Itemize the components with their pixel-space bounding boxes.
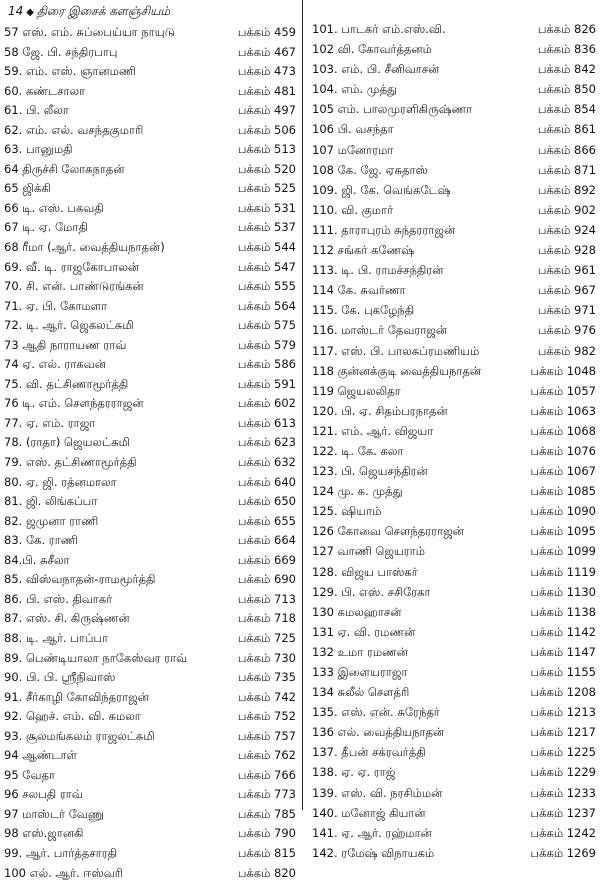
entry-name: 58 ஜே. பி. சந்திரபாபு [4,44,118,59]
entry-name: 100 எல். ஆர். ஈஸ்வரி [4,865,124,880]
list-item [4,238,296,258]
list-item [4,355,296,375]
list-item [312,743,596,763]
list-item [4,23,296,43]
entry-page: பக்கம் 815 [237,845,296,860]
list-item [312,723,596,743]
entry-page: பக்கம் 591 [237,376,296,391]
entry-page: பக்கம் 1057 [530,383,596,398]
list-item [4,629,296,649]
entry-name: 131 ஏ. வி. ரமணன் [312,624,416,639]
entry-page: பக்கம் 902 [537,202,596,217]
entry-page: பக்கம் 1225 [530,745,596,760]
entry-name: 105 எம். பாலமுரளிகிருஷ்ணா [312,102,473,117]
list-item [4,609,296,629]
entry-name: 122. டி. கே. கலா [312,443,404,458]
list-item [4,297,296,317]
entry-page: பக்கம் 762 [237,748,296,763]
list-item [312,422,596,442]
entry-name: 67 டி. ஏ. மோதி [4,220,88,235]
entry-page: பக்கம் 924 [537,222,596,237]
list-item [312,462,596,482]
entry-page: பக்கம் 725 [237,630,296,645]
entry-name: 71. ஏ. பி. கோமளா [4,298,108,313]
list-item [4,668,296,688]
entry-page: பக்கம் 520 [237,161,296,176]
list-item [4,140,296,160]
entry-name: 85. விஸ்வநாதன்-ராமமூர்த்தி [4,572,156,587]
list-item [312,40,596,60]
entry-page: பக்கம் 850 [537,82,596,97]
entry-page: பக்கம் 1155 [530,665,596,679]
entry-page: பக்கம் 525 [237,181,296,196]
entry-name: 125. ஷியாம் [312,504,382,519]
list-item [312,181,596,201]
list-item [4,218,296,238]
entry-page: பக்கம் 586 [237,357,296,372]
list-item [312,60,596,80]
entry-name: 66 டி. எஸ். பகவதி [4,200,104,215]
entry-page: பக்கம் 1147 [530,644,596,659]
list-item [4,316,296,336]
list-item [312,80,596,100]
list-item [4,336,296,356]
list-item [312,362,596,382]
list-item [4,414,296,434]
entry-page: பக்கம் 513 [237,142,296,157]
list-item [312,563,596,583]
list-item [312,643,596,663]
entry-page: பக்கம் 1048 [530,363,596,378]
entry-page: பக்கம் 826 [537,22,596,36]
entry-name: 84.பி. சுசீலா [4,552,70,567]
list-item [4,43,296,63]
entry-page: பக்கம் 467 [237,44,296,59]
entry-page: பக்கம் 1233 [530,785,596,800]
list-item [4,649,296,669]
entry-page: பக்கம் 1099 [530,544,596,559]
entry-page: பக்கம் 1269 [530,845,596,860]
entry-page: பக்கம் 892 [537,182,596,197]
entry-name: 110. வி. குமார் [312,202,394,217]
entry-name: 76 டி. எம். சௌந்தரராஜன் [4,396,144,411]
list-item [312,683,596,703]
entry-name: 121. எம். ஆர். விஜயா [312,423,434,438]
list-item [4,570,296,590]
entry-name: 77. ஏ. எம். ராஜா [4,415,96,430]
entry-page: பக்கம் 928 [537,243,596,258]
list-item [312,221,596,241]
entry-name: 141. ஏ. ஆர். ரஹ்மான் [312,825,432,840]
entry-name: 93. சூலமங்கலம் ராஜலட்சுமி [4,728,155,743]
entry-name: 65 ஜிக்கி [4,181,51,196]
entry-name: 113. டி. பி. ராமச்சந்திரன் [312,263,444,278]
list-item [4,727,296,747]
entry-page: பக்கம் 757 [237,728,296,743]
entry-page: பக்கம் 836 [537,42,596,57]
entry-name: 83. கே. ராணி [4,533,78,548]
list-item [312,522,596,542]
list-item [4,101,296,121]
entry-name: 63. பானுமதி [4,142,73,157]
entry-page: பக்கம் 961 [537,263,596,278]
list-item [312,542,596,562]
entry-name: 61. பி. லீலா [4,103,69,118]
entry-page: பக்கம் 971 [537,303,596,318]
entry-name: 92. ஹெச். எம். வி. கமலா [4,709,141,724]
entry-name: 101. பாடகர் எம்.எஸ்.வி. [312,22,446,36]
entry-name: 95 வேதா [4,767,55,782]
list-item [312,804,596,824]
list-item [4,453,296,473]
entry-name: 94 ஆண்டாள் [4,748,78,763]
entry-page: பக்கம் 655 [237,513,296,528]
entry-page: பக்கம் 1229 [530,765,596,780]
entry-page: பக்கம் 564 [237,298,296,313]
entry-page: பக்கம் 613 [237,415,296,430]
list-item [4,375,296,395]
list-item [4,179,296,199]
list-item [312,120,596,140]
list-item [4,824,296,844]
list-item [312,763,596,783]
entry-name: 75. வி. தட்சிணாமூர்த்தி [4,376,129,391]
page-header [8,4,170,22]
entry-name: 87. எஸ். சி. கிருஷ்ணன் [4,611,130,626]
entry-name: 120. பி. ஏ. சிதம்பரநாதன் [312,403,448,418]
entry-name: 127 வாணி ஜெயராம் [312,544,425,559]
entry-name: 112 சங்கர் கணேஷ் [312,243,415,258]
list-item [312,261,596,281]
entry-page: பக்கம் 602 [237,396,296,411]
list-item [4,394,296,414]
entry-page: பக்கம் 752 [237,709,296,724]
entry-page: பக்கம் 1076 [530,443,596,458]
column-divider [302,0,303,810]
entry-page: பக்கம் 730 [237,650,296,665]
entry-page: பக்கம் 579 [237,337,296,352]
page-number: 14 [8,4,24,18]
entry-page: பக்கம் 842 [537,62,596,77]
entry-name: 140. மனோஜ் கியான் [312,805,426,820]
list-item [4,512,296,532]
list-item [312,784,596,804]
list-item [4,590,296,610]
entry-name: 82. ஜமுனா ராணி [4,513,99,528]
list-item [312,502,596,522]
entry-name: 62. எம். எல். வசந்தகுமாரி [4,122,144,137]
entry-page: பக்கம் 1242 [530,825,596,840]
entry-name: 73 ஆதி நாராயண ராவ் [4,337,127,352]
entry-page: பக்கம் 742 [237,689,296,704]
list-item [312,663,596,683]
entry-name: 90. பி. பி. ஸ்ரீநிவாஸ் [4,670,116,685]
entry-page: பக்கம் 1208 [530,685,596,700]
list-item [312,402,596,422]
entry-name: 86. பி. எஸ். திவாகர் [4,591,113,606]
list-item [4,433,296,453]
entry-page: பக்கம் 1142 [530,624,596,639]
entry-page: பக்கம் 650 [237,494,296,509]
list-item [312,321,596,341]
entry-page: பக்கம் 785 [237,806,296,821]
entry-name: 99. ஆர். பார்த்தசாரதி [4,845,118,860]
entry-name: 106 பி. வசந்தா [312,122,394,137]
entry-page: பக்கம் 664 [237,533,296,548]
entry-name: 57 எஸ். எம். சுப்பைய்யா நாயுடு [4,25,175,39]
list-item [312,623,596,643]
diamond-icon: ◆ [26,7,34,18]
list-item [312,442,596,462]
left-column [4,23,296,883]
entry-page: பக்கம் 459 [237,25,296,39]
entry-page: பக்கம் 473 [237,64,296,79]
list-item [4,492,296,512]
entry-page: பக்கம் 1237 [530,805,596,820]
entry-name: 142. ரமேஷ் விநாயகம் [312,845,435,860]
list-item [4,199,296,219]
entry-page: பக்கம் 547 [237,259,296,274]
entry-page: பக்கம் 1217 [530,725,596,740]
entry-page: பக்கம் 713 [237,591,296,606]
list-item [4,844,296,864]
list-item [312,201,596,221]
list-item [312,824,596,844]
list-item [4,258,296,278]
list-item [312,342,596,362]
entry-page: பக்கம் 967 [537,283,596,298]
entry-name: 130 கமலஹாசன் [312,604,402,619]
list-item [4,121,296,141]
entry-name: 139. எஸ். வி. நரசிம்மன் [312,785,443,800]
entry-name: 88. டி. ஆர். பாப்பா [4,630,108,645]
entry-name: 72. டி. ஆர். ஜெகலட்சுமி [4,318,134,333]
list-item [4,551,296,571]
book-title: திரை இசைக் களஞ்சியம் [36,4,171,18]
list-item [312,583,596,603]
list-item [312,20,596,40]
entry-name: 59. எம். எஸ். ஞானமணி [4,64,136,79]
entry-page: பக்கம் 640 [237,474,296,489]
list-item [4,688,296,708]
entry-page: பக்கம் 718 [237,611,296,626]
entry-page: பக்கம் 1085 [530,484,596,499]
list-item [4,160,296,180]
entry-page: பக்கம் 1090 [530,504,596,519]
entry-name: 134 சுலீல் சௌத்ரி [312,685,410,700]
list-item [312,603,596,623]
entry-name: 124 மு. க. முத்து [312,484,403,499]
list-item [312,482,596,502]
entry-page: பக்கம் 773 [237,787,296,802]
entry-name: 60. கண்டசாலா [4,83,86,98]
entry-name: 117. எஸ். பி. பாலசுப்ரமணியம் [312,343,480,358]
entry-name: 91. சீர்காழி கோவிந்தராஜன் [4,689,149,704]
entry-name: 64 திருச்சி லோகநாதன் [4,161,125,176]
entry-page: பக்கம் 690 [237,572,296,587]
entry-name: 138. ஏ. ஏ. ராஜ் [312,765,396,780]
entry-name: 89. பெண்டியாலா நாகேஸ்வர ராவ் [4,650,188,665]
entry-name: 103. எம். பி. சீனிவாசன் [312,62,440,77]
entry-page: பக்கம் 669 [237,552,296,567]
entry-page: பக்கம் 537 [237,220,296,235]
list-item [4,707,296,727]
entry-name: 104. எம். முத்து [312,82,398,97]
list-item [312,844,596,864]
entry-name: 119 ஜெயலலிதா [312,383,401,398]
list-item [4,805,296,825]
list-item [4,82,296,102]
entry-page: பக்கம் 871 [537,162,596,177]
entry-name: 80. ஏ. ஜி. ரத்னமாலா [4,474,117,489]
entry-name: 107 மனோரமா [312,142,394,157]
entry-name: 68 ரீமா (ஆர். வைத்தியநாதன்) [4,240,165,255]
entry-page: பக்கம் 820 [237,865,296,880]
entry-page: பக்கம் 1213 [530,705,596,720]
list-item [312,281,596,301]
entry-name: 133 இளையராஜா [312,665,408,679]
entry-page: பக்கம் 497 [237,103,296,118]
list-item [312,301,596,321]
entry-name: 102 வி. கோவர்த்தனம் [312,42,432,57]
entry-name: 97 மாஸ்டர் வேணு [4,806,105,821]
entry-name: 70. சி. என். பாண்டுரங்கன் [4,279,144,294]
entry-name: 136 எல். வைத்தியநாதன் [312,725,445,740]
entry-page: பக்கம் 632 [237,455,296,470]
entry-page: பக்கம் 506 [237,122,296,137]
entry-page: பக்கம் 531 [237,200,296,215]
entry-page: பக்கம் 982 [537,343,596,358]
entry-page: பக்கம் 766 [237,767,296,782]
list-item [312,161,596,181]
entry-page: பக்கம் 1138 [530,604,596,619]
entry-name: 126 கோவை சௌந்தரராஜன் [312,524,464,539]
entry-page: பக்கம் 1119 [530,564,596,579]
list-item [312,382,596,402]
entry-name: 123. பி. ஜெயசந்திரன் [312,464,428,479]
entry-page: பக்கம் 1067 [530,464,596,479]
entry-name: 81. ஜி. லிங்கப்பா [4,494,98,509]
list-item [4,766,296,786]
entry-page: பக்கம் 735 [237,670,296,685]
list-item [312,241,596,261]
entry-name: 96 சலபதி ராவ் [4,787,83,802]
entry-name: 115. கே. புகழேந்தி [312,303,415,318]
list-item [4,864,296,883]
entry-name: 98 எஸ்.ஜானகி [4,826,84,841]
entry-name: 78. (ராதா) ஜெயலட்சுமி [4,435,130,450]
entry-page: பக்கம் 1095 [530,524,596,539]
entry-name: 129. பி. எஸ். சசிரேகா [312,584,431,599]
entry-page: பக்கம் 481 [237,83,296,98]
entry-page: பக்கம் 976 [537,323,596,338]
list-item [312,703,596,723]
entry-name: 137. தீபன் சக்ரவர்த்தி [312,745,426,760]
list-item [312,100,596,120]
list-item [4,785,296,805]
entry-page: பக்கம் 1130 [530,584,596,599]
list-item [4,746,296,766]
right-column [312,20,596,864]
entry-name: 69. வீ. டி. ராஜகோபாலன் [4,259,140,274]
entry-page: பக்கம் 555 [237,279,296,294]
entry-page: பக்கம் 544 [237,240,296,255]
entry-name: 116. மாஸ்டர் தேவராஜன் [312,323,448,338]
entry-page: பக்கம் 575 [237,318,296,333]
entry-page: பக்கம் 1068 [530,423,596,438]
entry-page: பக்கம் 866 [537,142,596,157]
list-item [312,141,596,161]
entry-name: 74 ஏ. எல். ராகவன் [4,357,106,372]
entry-name: 108 கே. ஜே. ஏசுதாஸ் [312,162,428,177]
list-item [4,277,296,297]
entry-name: 128. விஜய பாஸ்கர் [312,564,418,579]
list-item [4,531,296,551]
entry-page: பக்கம் 854 [537,102,596,117]
entry-name: 118 குன்னக்குடி வைத்தியநாதன் [312,363,482,378]
entry-name: 132 உமா ரமணன் [312,644,408,659]
entry-name: 109. ஜி. கே. வெங்கடேஷ் [312,182,451,197]
entry-page: பக்கம் 861 [537,122,596,137]
entry-name: 135. எஸ். என். சுரேந்தர் [312,705,440,720]
entry-page: பக்கம் 1063 [530,403,596,418]
entry-name: 79. எஸ். தட்சிணாமூர்த்தி [4,455,137,470]
entry-name: 111. தாராபுரம் சுந்தரராஜன் [312,222,456,237]
entry-page: பக்கம் 623 [237,435,296,450]
list-item [4,473,296,493]
list-item [4,62,296,82]
entry-name: 114 கே. சுவர்ணா [312,283,406,298]
entry-page: பக்கம் 790 [237,826,296,841]
